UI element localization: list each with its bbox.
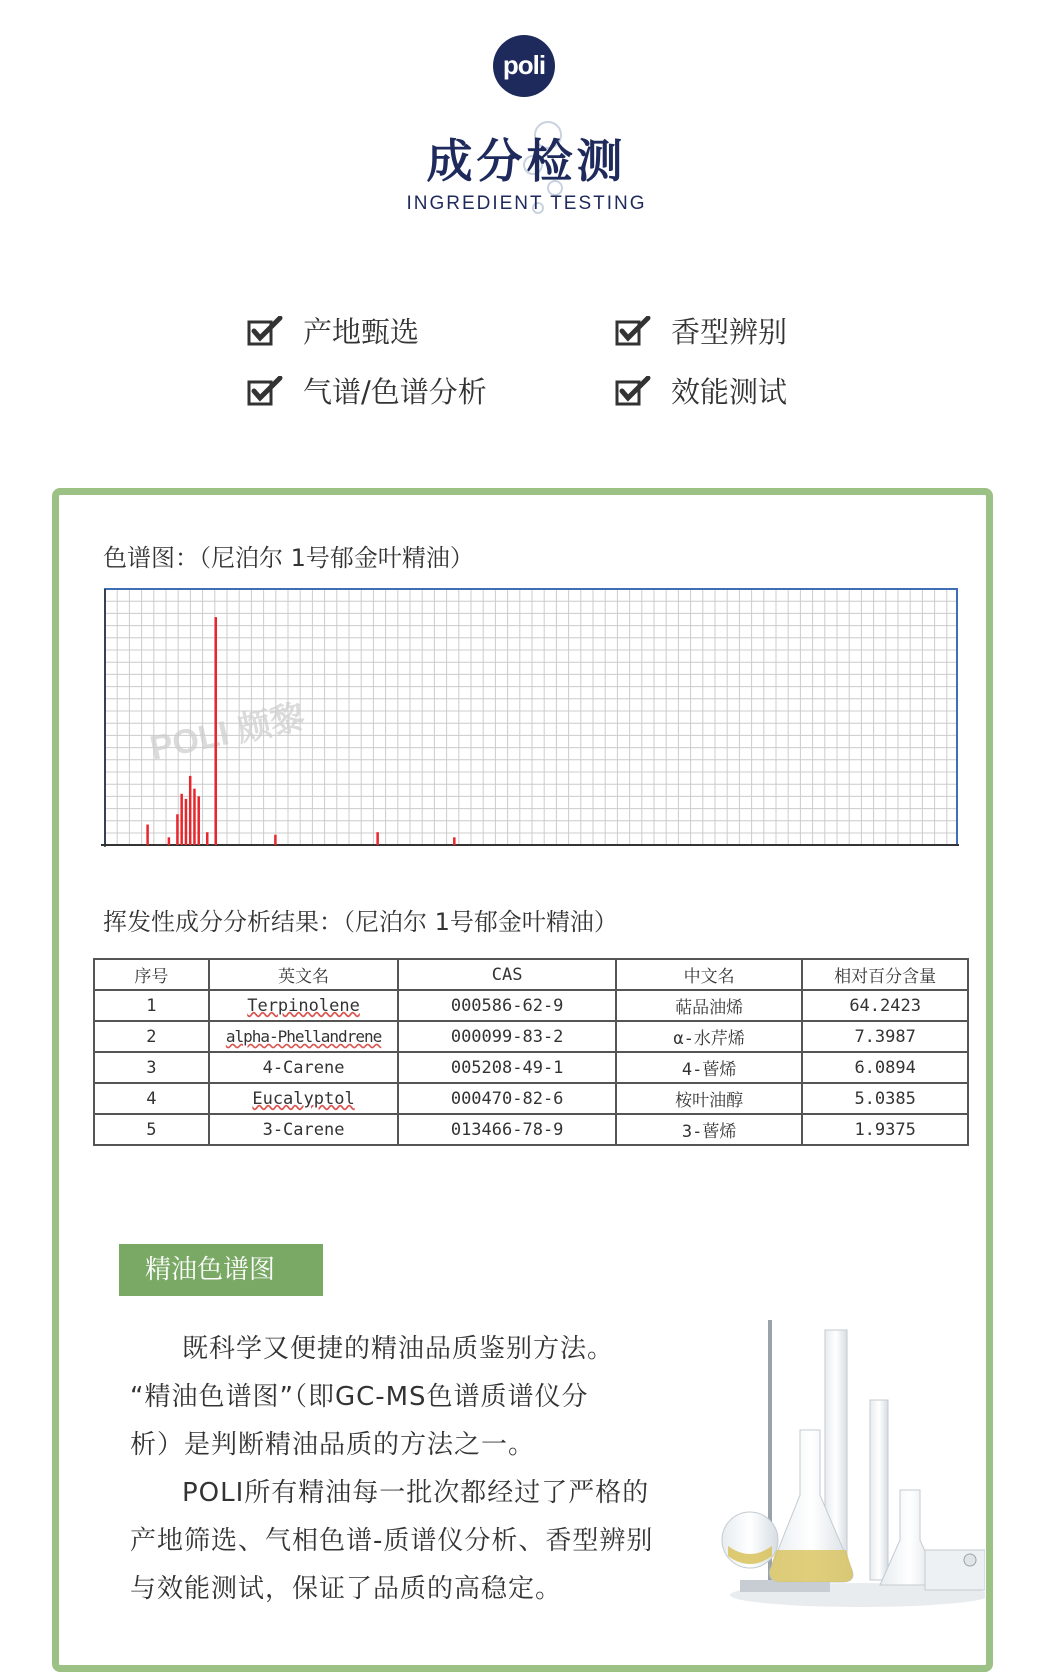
- column-header: CAS: [398, 959, 615, 990]
- feature-item: [615, 370, 787, 411]
- cell-index: 2: [94, 1021, 209, 1052]
- cell-percentage: 7.3987: [802, 1021, 968, 1052]
- paragraph-line: “精油色谱图”（即GC-MS色谱质谱仪分: [130, 1382, 589, 1412]
- checkbox-checked-icon: [247, 316, 283, 346]
- cell-chinese-name: 萜品油烯: [616, 990, 802, 1021]
- feature-label: 产地甄选: [303, 315, 420, 349]
- paragraph-line: 既科学又便捷的精油品质鉴别方法。: [182, 1334, 615, 1364]
- page-subtitle: INGREDIENT TESTING: [406, 193, 647, 214]
- cell-index: 4: [94, 1083, 209, 1114]
- cell-percentage: 6.0894: [802, 1052, 968, 1083]
- feature-item: [615, 310, 787, 351]
- cell-cas: 000099-83-2: [398, 1021, 615, 1052]
- paragraph-line: 与效能测试，保证了品质的高稳定。: [130, 1574, 563, 1604]
- table-row: [94, 1114, 968, 1145]
- cell-cas: 000586-62-9: [398, 990, 615, 1021]
- column-header: 序号: [94, 959, 209, 990]
- checkbox-checked-icon: [615, 316, 651, 346]
- cell-cas: 005208-49-1: [398, 1052, 615, 1083]
- paragraph-line: POLI所有精油每一批次都经过了严格的: [182, 1478, 650, 1508]
- column-header: 英文名: [209, 959, 399, 990]
- cell-percentage: 1.9375: [802, 1114, 968, 1145]
- cell-chinese-name: 4-蒈烯: [616, 1052, 802, 1083]
- cell-english-name: Terpinolene: [209, 990, 399, 1021]
- description-text: [130, 1325, 680, 1613]
- table-header-row: [94, 959, 968, 990]
- feature-label: 气谱/色谱分析: [303, 375, 487, 409]
- checkbox-checked-icon: [247, 376, 283, 406]
- cell-chinese-name: α-水芹烯: [616, 1021, 802, 1052]
- section-tag: 精油色谱图: [119, 1244, 323, 1296]
- chromatogram-title: 色谱图：（尼泊尔 1号郁金叶精油）: [103, 544, 474, 572]
- page-title: 成分检测: [426, 134, 627, 188]
- cell-index: 5: [94, 1114, 209, 1145]
- checkbox-checked-icon: [615, 376, 651, 406]
- cell-percentage: 5.0385: [802, 1083, 968, 1114]
- brand-logo: poli: [493, 35, 555, 97]
- results-title: 挥发性成分分析结果：（尼泊尔 1号郁金叶精油）: [103, 908, 618, 936]
- feature-item: [247, 310, 419, 351]
- cell-percentage: 64.2423: [802, 990, 968, 1021]
- cell-chinese-name: 3-蒈烯: [616, 1114, 802, 1145]
- paragraph-line: 析）是判断精油品质的方法之一。: [130, 1430, 536, 1460]
- table-row: [94, 990, 968, 1021]
- cell-english-name: Eucalyptol: [209, 1083, 399, 1114]
- feature-label: 香型辨别: [671, 315, 788, 349]
- feature-label: 效能测试: [671, 375, 788, 409]
- lab-glassware-image: [720, 1310, 985, 1610]
- cell-cas: 000470-82-6: [398, 1083, 615, 1114]
- cell-index: 3: [94, 1052, 209, 1083]
- results-table: [93, 958, 969, 1146]
- table-row: [94, 1021, 968, 1052]
- table-row: [94, 1052, 968, 1083]
- cell-english-name: 3-Carene: [209, 1114, 399, 1145]
- cell-chinese-name: 桉叶油醇: [616, 1083, 802, 1114]
- cell-index: 1: [94, 990, 209, 1021]
- cell-cas: 013466-78-9: [398, 1114, 615, 1145]
- column-header: 中文名: [616, 959, 802, 990]
- cell-english-name: alpha-Phellandrene: [209, 1021, 399, 1052]
- chart-watermark: POLI 颇黎: [146, 698, 309, 768]
- table-row: [94, 1083, 968, 1114]
- paragraph-line: 产地筛选、气相色谱-质谱仪分析、香型辨别: [130, 1526, 654, 1556]
- chromatogram-chart: [93, 585, 969, 855]
- feature-item: [247, 370, 487, 411]
- column-header: 相对百分含量: [802, 959, 968, 990]
- cell-english-name: 4-Carene: [209, 1052, 399, 1083]
